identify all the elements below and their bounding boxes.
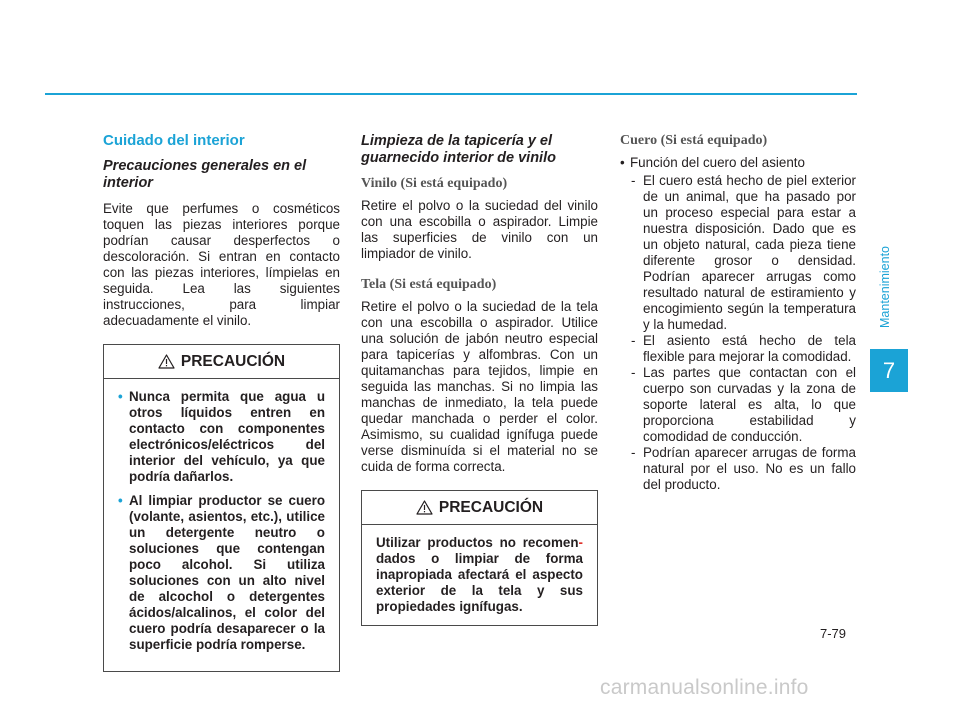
leather-list-item [631,445,856,493]
caution-text-start: Utilizar productos no recomen [376,535,579,550]
bullet-dot: • [118,389,123,404]
leather-item-text: Podrían aparecer arrugas de forma natural por el uso. No es un fallo del producto. [643,445,856,492]
chapter-number: 7 [882,357,896,383]
caution-header [362,491,597,525]
caution-hyphen: - [578,535,583,550]
caution-item-text: Nunca permita que agua u otros líquidos entren en contacto con componentes electrónicos/eléctricos del interior del vehículo, ya que podría dañarlos. [129,389,325,484]
subtitle-general-precautions: Precauciones generales en el interior [103,158,307,191]
vinyl-text: Retire el polvo o la suciedad del vinilo con una escobilla o aspirador. Limpie las superficies de vinilo con un limpiador de vinilo. [361,198,598,261]
caution-box-middle [361,490,598,626]
general-precautions-text: Evite que perfumes o cosméticos toquen las piezas interiores porque podrían causar desperfectos o descoloración. Si entran en contacto con las piezas interiores, límpielas en seguida. Lea las siguientes instrucciones, para limpiar adecuadamente el vinilo. [103,201,340,328]
leather-list-item [631,173,856,333]
column-left [103,131,340,672]
warning-triangle-icon [416,500,433,515]
dash-marker: - [631,445,636,460]
bullet-dot: • [118,493,123,508]
section-title: Cuidado del interior [103,132,245,149]
subtitle-upholstery: Limpieza de la tapicería y el guarnecido interior de vinilo [361,133,556,166]
dash-marker: - [631,365,636,380]
column-right [620,131,856,493]
leather-item-text: El cuero está hecho de piel exterior de un animal, que ha pasado por un proceso especial para estar a nuestra disposición. Dado que es un objeto natural, cada pieza tiene diferente grosor o densidad. Podrían aparecer arrugas como resultado natural de estiramiento y encogimiento según la temperatura y la humedad. [643,173,856,332]
leather-item-text: Las partes que contactan con el cuerpo son curvadas y la zona de soporte lateral es alta, lo que proporciona estabilidad y comodidad de conducción. [643,365,856,444]
page-number: 7-79 [820,626,847,641]
caution-title: PRECAUCIÓN [180,352,286,370]
warning-triangle-icon [158,354,175,369]
column-middle [361,131,598,626]
leather-heading: Cuero (Si está equipado) [620,133,768,148]
vinyl-heading: Vinilo (Si está equipado) [361,176,508,191]
caution-text-end: dados o limpiar de forma inapropiada afectará el aspecto exterior de la tela y sus propiedades ignífugas. [376,551,583,614]
fabric-heading: Tela (Si está equipado) [361,277,497,292]
caution-box-left [103,344,340,672]
caution-item [118,389,325,485]
chapter-label [878,246,898,329]
chapter-label-text: Mantenimiento [878,246,892,328]
dash-marker: - [631,333,636,348]
caution-item [118,493,325,653]
leather-list [620,173,856,493]
chapter-tab [870,349,908,392]
fabric-text: Retire el polvo o la suciedad de la tela con una escobilla o aspirador. Utilice una solución de jabón neutro especial para tapicerías y alfombras. Con un quitamanchas para tejidos, limpie en seguida las manchas. Si no limpia las manchas de inmediato, la tela puede quedar manchada o perder el color. Asimismo, su cualidad ignífuga puede verse disminuída si el material no se cuida de forma correcta. [361,299,598,474]
caution-text [376,535,583,615]
caution-list [118,389,325,653]
dash-marker: - [631,173,636,188]
bullet-dot: • [620,155,625,170]
caution-item-text: Al limpiar productor se cuero (volante, asientos, etc.), utilice un detergente neutro o soluciones que contengan poco alcohol. Si utiliza soluciones con un alto nivel de alcochol o detergentes ácidos/alcalinos, el color del cuero podría desaparecer o la superficie podría romperse. [129,493,325,652]
leather-bullet [620,155,856,171]
leather-list-item [631,365,856,445]
leather-list-item [631,333,856,365]
caution-header [104,345,339,379]
leather-item-text: El asiento está hecho de tela flexible para mejorar la comodidad. [643,333,856,364]
leather-bullet-text: Función del cuero del asiento [630,155,805,170]
caution-title: PRECAUCIÓN [438,498,544,516]
header-rule [45,93,857,95]
watermark: carmanualsonline.info [600,676,809,699]
